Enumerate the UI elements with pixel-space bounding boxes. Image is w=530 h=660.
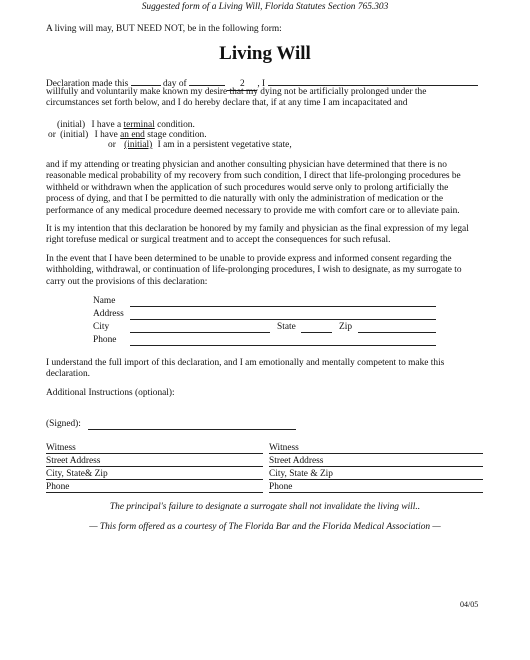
signature-field[interactable] [88, 429, 296, 430]
or-label: or [48, 130, 56, 140]
witness-left-phone-label: Phone [46, 482, 70, 492]
paragraph-line: carry out the provisions of this declaration: [46, 276, 208, 287]
paragraph-4 [46, 358, 494, 381]
declaration-line-3: circumstances set forth below, and I do hereby declare that, if at any time I am incapacitated and [46, 98, 408, 108]
paragraph-line: performance of any medical procedure deemed necessary to provide me with comfort care or to alleviate pain. [46, 205, 460, 216]
form-caption: Suggested form of a Living Will, Florida Statutes Section 765.303 [141, 2, 389, 12]
declaration-made-this: Declaration made this [46, 79, 129, 89]
year-digit: 2 [240, 79, 245, 89]
condition-terminal-post: condition. [157, 120, 195, 130]
signed-label: (Signed): [46, 419, 81, 429]
paragraph-line: declaration. [46, 369, 90, 380]
comma-i-label: , I [257, 79, 266, 89]
declaration-line-2: willfully and voluntarily make known my desire that my dying not be artificially prolonged under the [46, 87, 427, 97]
surrogate-city-label: City [93, 322, 110, 332]
paragraph-line: I understand the full import of this declaration, and I am emotionally and mentally competent to make this [46, 358, 445, 368]
initial-label: (initial) [57, 120, 86, 130]
month-field[interactable] [189, 76, 225, 86]
paragraph-line: In the event that I have been determined to be unable to provide express and informed consent regarding the [46, 254, 452, 264]
witness-right-street-label: Street Address [269, 456, 324, 466]
paragraph-line: It is my intention that this declaration be honored by my family and physician as the final expression of my legal [46, 224, 469, 234]
witness-left-city-label: City, State& Zip [46, 469, 108, 479]
condition-vegetative-text: I am in a persistent vegetative state, [157, 140, 292, 150]
condition-end-stage-word: an end [120, 130, 145, 140]
surrogate-name-label: Name [93, 296, 116, 306]
condition-end-stage-post: stage condition. [147, 130, 207, 140]
surrogate-phone-label: Phone [93, 335, 117, 345]
surrogate-state-label: State [277, 322, 296, 332]
paragraph-3 [46, 254, 494, 288]
intro-text: A living will may, BUT NEED NOT, be in the following form: [46, 24, 282, 34]
witness-right-city-field[interactable] [269, 479, 483, 480]
surrogate-zip-label: Zip [339, 322, 353, 332]
additional-instructions-label: Additional Instructions (optional): [46, 388, 175, 398]
condition-end-stage-text [95, 130, 207, 140]
surrogate-address-label: Address [93, 309, 124, 319]
witness-right-label: Witness [269, 443, 299, 453]
witness-right-field[interactable] [269, 453, 483, 454]
surrogate-city-field[interactable] [130, 332, 270, 333]
paragraph-line: and if my attending or treating physician and another consulting physician have determined that there is no [46, 160, 447, 170]
surrogate-name-field[interactable] [130, 306, 436, 307]
witness-left-street-field[interactable] [46, 466, 263, 467]
paragraph-line: withheld or withdrawn when the application of such procedures would serve only to prolong artificially the [46, 182, 449, 193]
paragraph-line: right torefuse medical or surgical treatment and to accept the consequences for such refusal. [46, 235, 391, 246]
day-of-label: day of [162, 79, 187, 89]
page-title: Living Will [219, 43, 311, 64]
paragraph-line: withholding, withdrawal, or continuation of life-prolonging procedures, I wish to designate, as my surrogate to [46, 265, 462, 276]
surrogate-state-field[interactable] [301, 332, 332, 333]
paragraph-line: process of dying, and that I be permitted to die naturally with only the administration of medication or the [46, 194, 444, 205]
witness-right-phone-field[interactable] [269, 492, 483, 493]
witness-left-city-field[interactable] [46, 479, 263, 480]
initial-label: (initial) [124, 140, 153, 150]
surrogate-note: The principal's failure to designate a surrogate shall not invalidate the living will.. [109, 502, 421, 512]
condition-vegetative [108, 140, 292, 151]
initial-label: (initial) [60, 130, 89, 140]
condition-terminal-pre: I have a [91, 120, 122, 130]
paragraph-line: reasonable medical probability of my recovery from such condition, I direct that life-prolonging procedures be [46, 171, 461, 182]
condition-terminal-word: terminal [123, 120, 155, 130]
form-code: 04/05 [460, 600, 479, 609]
witness-left-phone-field[interactable] [46, 492, 263, 493]
day-field[interactable] [131, 76, 161, 86]
witness-right-street-field[interactable] [269, 466, 483, 467]
paragraph-1 [46, 160, 494, 217]
surrogate-phone-field[interactable] [130, 345, 436, 346]
condition-end-stage-pre: I have [94, 130, 118, 140]
surrogate-address-field[interactable] [130, 319, 436, 320]
surrogate-zip-field[interactable] [358, 332, 436, 333]
paragraph-2 [46, 224, 494, 247]
witness-left-field[interactable] [46, 453, 263, 454]
courtesy-note: — This form offered as a courtesy of The Florida Bar and the Florida Medical Association — [89, 522, 441, 532]
or-label: or [108, 140, 116, 150]
condition-terminal-text [91, 120, 194, 130]
witness-right-phone-label: Phone [269, 482, 293, 492]
witness-right-city-label: City, State & Zip [269, 469, 333, 479]
declarant-name-field[interactable] [268, 76, 478, 86]
witness-left-label: Witness [46, 443, 76, 453]
witness-left-street-label: Street Address [46, 456, 101, 466]
